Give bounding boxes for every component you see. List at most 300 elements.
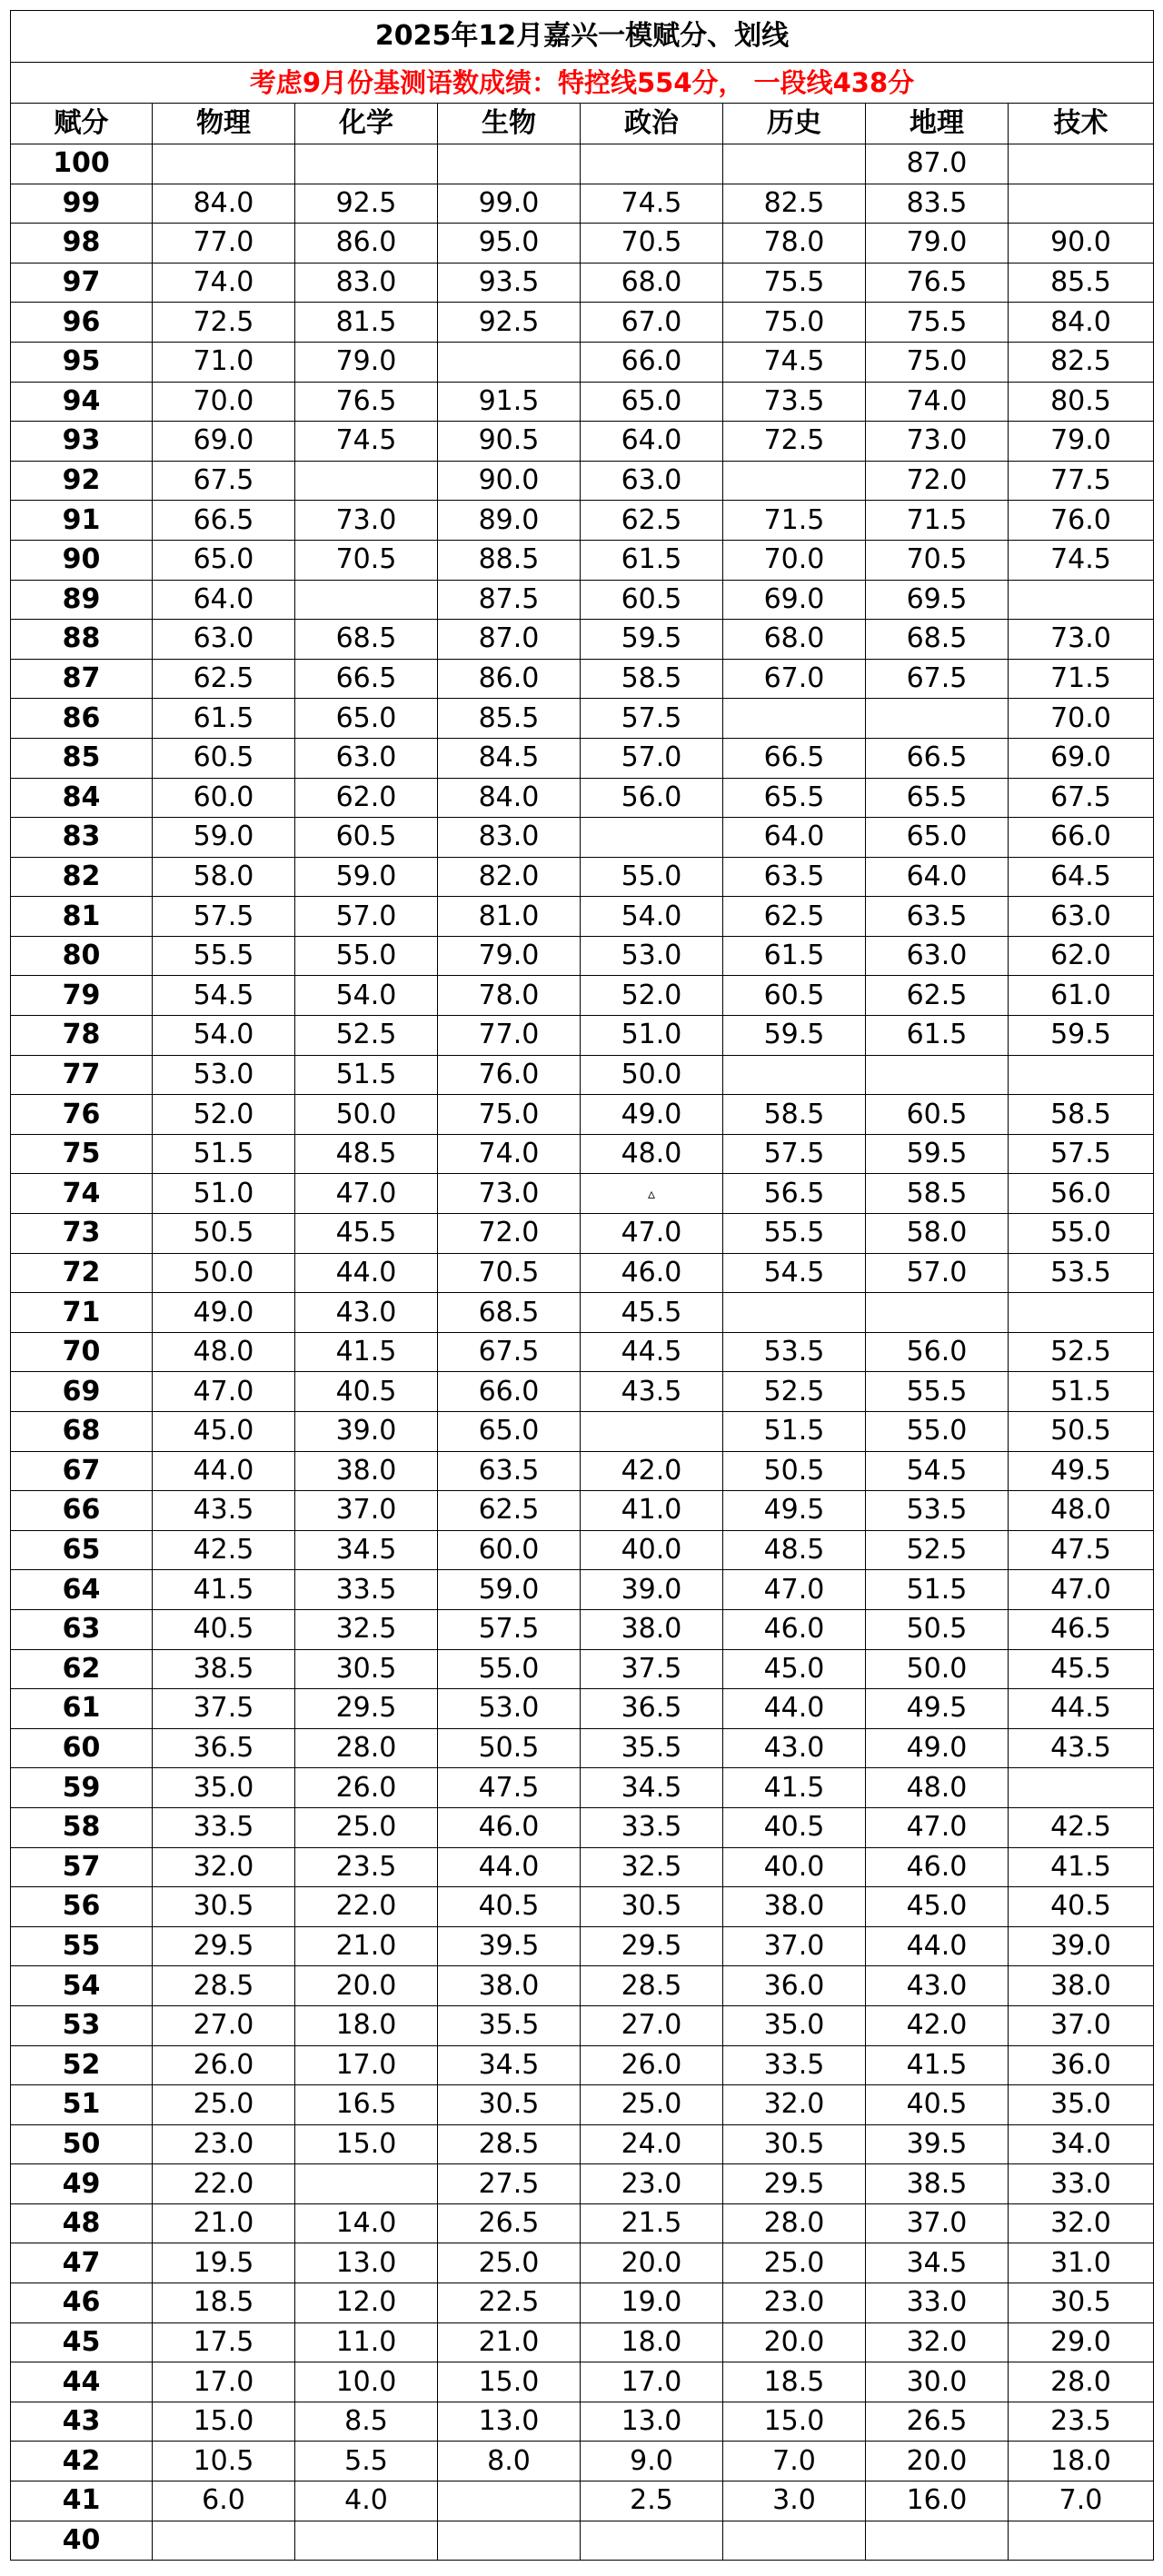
score-cell: 61 — [11, 1689, 153, 1729]
table-row — [11, 897, 1154, 937]
score-cell: 45 — [11, 2322, 153, 2362]
chemistry-cell: 25.0 — [295, 1807, 438, 1847]
technology-cell: 44.5 — [1009, 1689, 1154, 1729]
biology-cell: 27.5 — [438, 2164, 581, 2204]
table-row — [11, 1966, 1154, 2006]
technology-cell: 42.5 — [1009, 1807, 1154, 1847]
chemistry-cell: 4.0 — [295, 2482, 438, 2521]
technology-cell: 61.0 — [1009, 976, 1154, 1016]
biology-cell — [438, 2521, 581, 2561]
score-cell: 87 — [11, 659, 153, 699]
geography-cell: 59.5 — [866, 1134, 1009, 1174]
table-row — [11, 1491, 1154, 1531]
chemistry-cell: 62.0 — [295, 778, 438, 818]
biology-cell: 38.0 — [438, 1966, 581, 2006]
table-row — [11, 184, 1154, 224]
technology-cell — [1009, 1293, 1154, 1333]
biology-cell: 60.0 — [438, 1530, 581, 1570]
technology-cell: 80.5 — [1009, 382, 1154, 422]
table-row — [11, 976, 1154, 1016]
history-cell: 62.5 — [723, 897, 866, 937]
technology-cell: 41.5 — [1009, 1847, 1154, 1887]
physics-cell — [153, 144, 295, 184]
history-cell: 49.5 — [723, 1491, 866, 1531]
technology-cell: 64.5 — [1009, 857, 1154, 897]
chemistry-cell — [295, 461, 438, 501]
score-cell: 56 — [11, 1887, 153, 1927]
chemistry-cell: 50.0 — [295, 1095, 438, 1135]
history-cell: 78.0 — [723, 224, 866, 264]
biology-cell: 81.0 — [438, 897, 581, 937]
table-row — [11, 263, 1154, 303]
score-cell: 46 — [11, 2283, 153, 2323]
chemistry-cell: 32.5 — [295, 1609, 438, 1649]
biology-cell: 89.0 — [438, 501, 581, 541]
table-row — [11, 699, 1154, 739]
history-cell: 61.5 — [723, 936, 866, 976]
geography-cell: 70.5 — [866, 540, 1009, 580]
biology-cell: 90.5 — [438, 422, 581, 462]
biology-cell: 93.5 — [438, 263, 581, 303]
geography-cell: 38.5 — [866, 2164, 1009, 2204]
geography-cell: 63.0 — [866, 936, 1009, 976]
history-cell: 73.5 — [723, 382, 866, 422]
physics-cell: 44.0 — [153, 1451, 295, 1491]
geography-cell: 37.0 — [866, 2203, 1009, 2243]
header-geography: 地理 — [866, 104, 1009, 144]
technology-cell: 35.0 — [1009, 2085, 1154, 2125]
chemistry-cell — [295, 580, 438, 620]
chemistry-cell: 65.0 — [295, 699, 438, 739]
table-row — [11, 1214, 1154, 1254]
physics-cell: 48.0 — [153, 1332, 295, 1372]
chemistry-cell: 17.0 — [295, 2045, 438, 2085]
chemistry-cell: 92.5 — [295, 184, 438, 224]
physics-cell: 66.5 — [153, 501, 295, 541]
biology-cell: 92.5 — [438, 303, 581, 343]
politics-cell: 29.5 — [581, 1926, 723, 1966]
table-row — [11, 2124, 1154, 2164]
chemistry-cell: 45.5 — [295, 1214, 438, 1254]
physics-cell: 63.0 — [153, 620, 295, 660]
table-row — [11, 144, 1154, 184]
technology-cell: 28.0 — [1009, 2362, 1154, 2402]
table-row — [11, 2521, 1154, 2561]
physics-cell: 59.0 — [153, 818, 295, 858]
politics-cell: 17.0 — [581, 2362, 723, 2402]
history-cell: 75.5 — [723, 263, 866, 303]
score-cell: 98 — [11, 224, 153, 264]
table-row — [11, 422, 1154, 462]
physics-cell: 64.0 — [153, 580, 295, 620]
score-cell: 96 — [11, 303, 153, 343]
technology-cell: 30.5 — [1009, 2283, 1154, 2323]
history-cell: 28.0 — [723, 2203, 866, 2243]
physics-cell: 40.5 — [153, 1609, 295, 1649]
physics-cell: 71.0 — [153, 342, 295, 382]
technology-cell: 32.0 — [1009, 2203, 1154, 2243]
biology-cell: 99.0 — [438, 184, 581, 224]
physics-cell: 55.5 — [153, 936, 295, 976]
physics-cell — [153, 2521, 295, 2561]
politics-cell: 40.0 — [581, 1530, 723, 1570]
history-cell: 44.0 — [723, 1689, 866, 1729]
physics-cell: 84.0 — [153, 184, 295, 224]
score-cell: 64 — [11, 1570, 153, 1610]
chemistry-cell: 60.5 — [295, 818, 438, 858]
politics-cell: 60.5 — [581, 580, 723, 620]
history-cell: 52.5 — [723, 1372, 866, 1412]
politics-cell: 37.5 — [581, 1649, 723, 1689]
table-row — [11, 2283, 1154, 2323]
table-row — [11, 580, 1154, 620]
history-cell: 75.0 — [723, 303, 866, 343]
technology-cell — [1009, 184, 1154, 224]
technology-cell: 63.0 — [1009, 897, 1154, 937]
chemistry-cell: 12.0 — [295, 2283, 438, 2323]
chemistry-cell: 55.0 — [295, 936, 438, 976]
score-cell: 88 — [11, 620, 153, 660]
chemistry-cell: 48.5 — [295, 1134, 438, 1174]
chemistry-cell: 57.0 — [295, 897, 438, 937]
technology-cell: 52.5 — [1009, 1332, 1154, 1372]
physics-cell: 25.0 — [153, 2085, 295, 2125]
politics-cell: 9.0 — [581, 2442, 723, 2482]
physics-cell: 26.0 — [153, 2045, 295, 2085]
geography-cell: 49.5 — [866, 1689, 1009, 1729]
table-row — [11, 461, 1154, 501]
history-cell: 65.5 — [723, 778, 866, 818]
chemistry-cell: 59.0 — [295, 857, 438, 897]
header-biology: 生物 — [438, 104, 581, 144]
history-cell: 53.5 — [723, 1332, 866, 1372]
geography-cell: 42.0 — [866, 2005, 1009, 2045]
physics-cell: 10.5 — [153, 2442, 295, 2482]
chemistry-cell: 51.5 — [295, 1055, 438, 1095]
geography-cell: 55.0 — [866, 1412, 1009, 1452]
politics-cell: 70.5 — [581, 224, 723, 264]
biology-cell: 79.0 — [438, 936, 581, 976]
header-score: 赋分 — [11, 104, 153, 144]
technology-cell: 77.5 — [1009, 461, 1154, 501]
biology-cell: 73.0 — [438, 1174, 581, 1214]
chemistry-cell: 74.5 — [295, 422, 438, 462]
biology-cell: 22.5 — [438, 2283, 581, 2323]
history-cell: 37.0 — [723, 1926, 866, 1966]
chemistry-cell: 5.5 — [295, 2442, 438, 2482]
biology-cell: 74.0 — [438, 1134, 581, 1174]
technology-cell — [1009, 580, 1154, 620]
history-cell: 32.0 — [723, 2085, 866, 2125]
score-cell: 59 — [11, 1768, 153, 1808]
score-cell: 79 — [11, 976, 153, 1016]
score-cell: 40 — [11, 2521, 153, 2561]
score-cell: 80 — [11, 936, 153, 976]
history-cell: 23.0 — [723, 2283, 866, 2323]
table-row — [11, 2203, 1154, 2243]
technology-cell: 43.5 — [1009, 1728, 1154, 1768]
politics-cell: 26.0 — [581, 2045, 723, 2085]
score-cell: 89 — [11, 580, 153, 620]
history-cell — [723, 1055, 866, 1095]
history-cell: 82.5 — [723, 184, 866, 224]
chemistry-cell: 30.5 — [295, 1649, 438, 1689]
physics-cell: 60.5 — [153, 738, 295, 778]
score-cell: 75 — [11, 1134, 153, 1174]
physics-cell: 60.0 — [153, 778, 295, 818]
chemistry-cell — [295, 144, 438, 184]
table-row — [11, 1649, 1154, 1689]
table-row — [11, 1134, 1154, 1174]
score-cell: 99 — [11, 184, 153, 224]
geography-cell: 46.0 — [866, 1847, 1009, 1887]
biology-cell: 90.0 — [438, 461, 581, 501]
politics-cell: 50.0 — [581, 1055, 723, 1095]
geography-cell: 67.5 — [866, 659, 1009, 699]
technology-cell: 51.5 — [1009, 1372, 1154, 1412]
biology-cell: 39.5 — [438, 1926, 581, 1966]
politics-cell: 38.0 — [581, 1609, 723, 1649]
chemistry-cell: 29.5 — [295, 1689, 438, 1729]
header-physics: 物理 — [153, 104, 295, 144]
table-row — [11, 1451, 1154, 1491]
geography-cell: 57.0 — [866, 1253, 1009, 1293]
physics-cell: 36.5 — [153, 1728, 295, 1768]
biology-cell: 82.0 — [438, 857, 581, 897]
physics-cell: 61.5 — [153, 699, 295, 739]
physics-cell: 19.5 — [153, 2243, 295, 2283]
technology-cell: 82.5 — [1009, 342, 1154, 382]
chemistry-cell: 18.0 — [295, 2005, 438, 2045]
chemistry-cell: 73.0 — [295, 501, 438, 541]
score-cell: 55 — [11, 1926, 153, 1966]
geography-cell: 60.5 — [866, 1095, 1009, 1135]
score-cell: 65 — [11, 1530, 153, 1570]
physics-cell: 21.0 — [153, 2203, 295, 2243]
header-chemistry: 化学 — [295, 104, 438, 144]
score-cell: 53 — [11, 2005, 153, 2045]
geography-cell: 39.5 — [866, 2124, 1009, 2164]
history-cell: 45.0 — [723, 1649, 866, 1689]
politics-cell: 13.0 — [581, 2402, 723, 2442]
politics-cell — [581, 1412, 723, 1452]
geography-cell: 65.0 — [866, 818, 1009, 858]
physics-cell: 6.0 — [153, 2482, 295, 2521]
technology-cell: 57.5 — [1009, 1134, 1154, 1174]
geography-cell: 45.0 — [866, 1887, 1009, 1927]
physics-cell: 27.0 — [153, 2005, 295, 2045]
politics-cell: 41.0 — [581, 1491, 723, 1531]
history-cell: 58.5 — [723, 1095, 866, 1135]
physics-cell: 37.5 — [153, 1689, 295, 1729]
header-politics: 政治 — [581, 104, 723, 144]
biology-cell: 77.0 — [438, 1016, 581, 1056]
biology-cell: 35.5 — [438, 2005, 581, 2045]
table-row — [11, 382, 1154, 422]
score-cell: 48 — [11, 2203, 153, 2243]
technology-cell: 70.0 — [1009, 699, 1154, 739]
biology-cell: 86.0 — [438, 659, 581, 699]
physics-cell: 22.0 — [153, 2164, 295, 2204]
history-cell: 25.0 — [723, 2243, 866, 2283]
physics-cell: 42.5 — [153, 1530, 295, 1570]
physics-cell: 23.0 — [153, 2124, 295, 2164]
history-cell: 38.0 — [723, 1887, 866, 1927]
technology-cell: 47.0 — [1009, 1570, 1154, 1610]
politics-cell: 51.0 — [581, 1016, 723, 1056]
table-row — [11, 1332, 1154, 1372]
physics-cell: 54.0 — [153, 1016, 295, 1056]
geography-cell: 64.0 — [866, 857, 1009, 897]
technology-cell: 59.5 — [1009, 1016, 1154, 1056]
technology-cell: 46.5 — [1009, 1609, 1154, 1649]
physics-cell: 70.0 — [153, 382, 295, 422]
chemistry-cell — [295, 2521, 438, 2561]
table-row — [11, 659, 1154, 699]
geography-cell: 53.5 — [866, 1491, 1009, 1531]
score-cell: 60 — [11, 1728, 153, 1768]
biology-cell: 59.0 — [438, 1570, 581, 1610]
chemistry-cell: 63.0 — [295, 738, 438, 778]
geography-cell: 54.5 — [866, 1451, 1009, 1491]
biology-cell: 25.0 — [438, 2243, 581, 2283]
geography-cell: 44.0 — [866, 1926, 1009, 1966]
table-row — [11, 2243, 1154, 2283]
politics-cell: 30.5 — [581, 1887, 723, 1927]
physics-cell: 45.0 — [153, 1412, 295, 1452]
technology-cell: 84.0 — [1009, 303, 1154, 343]
physics-cell: 28.5 — [153, 1966, 295, 2006]
technology-cell: 62.0 — [1009, 936, 1154, 976]
page-title: 2025年12月嘉兴一模赋分、划线 — [11, 11, 1154, 63]
physics-cell: 17.0 — [153, 2362, 295, 2402]
score-cell: 76 — [11, 1095, 153, 1135]
history-cell: 36.0 — [723, 1966, 866, 2006]
score-cell: 86 — [11, 699, 153, 739]
biology-cell: 88.5 — [438, 540, 581, 580]
table-row — [11, 501, 1154, 541]
geography-cell: 72.0 — [866, 461, 1009, 501]
table-row — [11, 778, 1154, 818]
technology-cell: 71.5 — [1009, 659, 1154, 699]
geography-cell: 75.0 — [866, 342, 1009, 382]
cutoff-note: 考虑9月份基测语数成绩：特控线554分， 一段线438分 — [11, 63, 1154, 104]
technology-cell: 55.0 — [1009, 1214, 1154, 1254]
chemistry-cell: 76.5 — [295, 382, 438, 422]
history-cell: 74.5 — [723, 342, 866, 382]
biology-cell: 65.0 — [438, 1412, 581, 1452]
history-cell: 47.0 — [723, 1570, 866, 1610]
biology-cell: 55.0 — [438, 1649, 581, 1689]
score-cell: 91 — [11, 501, 153, 541]
history-cell: 59.5 — [723, 1016, 866, 1056]
table-row — [11, 1530, 1154, 1570]
politics-cell: 57.0 — [581, 738, 723, 778]
biology-cell: 72.0 — [438, 1214, 581, 1254]
biology-cell: 28.5 — [438, 2124, 581, 2164]
chemistry-cell: 40.5 — [295, 1372, 438, 1412]
score-cell: 42 — [11, 2442, 153, 2482]
history-cell: 48.5 — [723, 1530, 866, 1570]
history-cell: 30.5 — [723, 2124, 866, 2164]
chemistry-cell: 68.5 — [295, 620, 438, 660]
politics-cell: 47.0 — [581, 1214, 723, 1254]
politics-cell: 35.5 — [581, 1728, 723, 1768]
score-cell: 72 — [11, 1253, 153, 1293]
technology-cell: 39.0 — [1009, 1926, 1154, 1966]
geography-cell: 68.5 — [866, 620, 1009, 660]
score-conversion-table — [10, 10, 1154, 2561]
biology-cell: 83.0 — [438, 818, 581, 858]
history-cell: 54.5 — [723, 1253, 866, 1293]
history-cell: 51.5 — [723, 1412, 866, 1452]
politics-cell: 46.0 — [581, 1253, 723, 1293]
biology-cell: 84.5 — [438, 738, 581, 778]
geography-cell: 58.5 — [866, 1174, 1009, 1214]
score-cell: 67 — [11, 1451, 153, 1491]
politics-cell: 61.5 — [581, 540, 723, 580]
physics-cell: 51.0 — [153, 1174, 295, 1214]
history-cell: 29.5 — [723, 2164, 866, 2204]
technology-cell: 7.0 — [1009, 2482, 1154, 2521]
physics-cell: 49.0 — [153, 1293, 295, 1333]
geography-cell: 52.5 — [866, 1530, 1009, 1570]
politics-cell — [581, 144, 723, 184]
chemistry-cell: 14.0 — [295, 2203, 438, 2243]
score-cell: 50 — [11, 2124, 153, 2164]
politics-cell: 62.5 — [581, 501, 723, 541]
score-cell: 95 — [11, 342, 153, 382]
geography-cell: 58.0 — [866, 1214, 1009, 1254]
score-cell: 41 — [11, 2482, 153, 2521]
score-cell: 81 — [11, 897, 153, 937]
geography-cell: 65.5 — [866, 778, 1009, 818]
score-cell: 100 — [11, 144, 153, 184]
technology-cell: 40.5 — [1009, 1887, 1154, 1927]
geography-cell: 16.0 — [866, 2482, 1009, 2521]
history-cell: 40.5 — [723, 1807, 866, 1847]
politics-cell: 21.5 — [581, 2203, 723, 2243]
score-cell: 47 — [11, 2243, 153, 2283]
table-row — [11, 2402, 1154, 2442]
geography-cell: 63.5 — [866, 897, 1009, 937]
technology-cell: 67.5 — [1009, 778, 1154, 818]
geography-cell: 50.0 — [866, 1649, 1009, 1689]
technology-cell: 85.5 — [1009, 263, 1154, 303]
table-row — [11, 738, 1154, 778]
politics-cell: 20.0 — [581, 2243, 723, 2283]
geography-cell: 43.0 — [866, 1966, 1009, 2006]
score-cell: 52 — [11, 2045, 153, 2085]
physics-cell: 74.0 — [153, 263, 295, 303]
score-cell: 68 — [11, 1412, 153, 1452]
table-row — [11, 540, 1154, 580]
chemistry-cell: 26.0 — [295, 1768, 438, 1808]
biology-cell: 50.5 — [438, 1728, 581, 1768]
physics-cell: 32.0 — [153, 1847, 295, 1887]
history-cell — [723, 144, 866, 184]
chemistry-cell: 16.5 — [295, 2085, 438, 2125]
biology-cell — [438, 342, 581, 382]
score-cell: 54 — [11, 1966, 153, 2006]
biology-cell: 87.5 — [438, 580, 581, 620]
history-cell: 63.5 — [723, 857, 866, 897]
politics-cell: 33.5 — [581, 1807, 723, 1847]
history-cell — [723, 699, 866, 739]
politics-cell: 34.5 — [581, 1768, 723, 1808]
technology-cell: 34.0 — [1009, 2124, 1154, 2164]
biology-cell — [438, 144, 581, 184]
